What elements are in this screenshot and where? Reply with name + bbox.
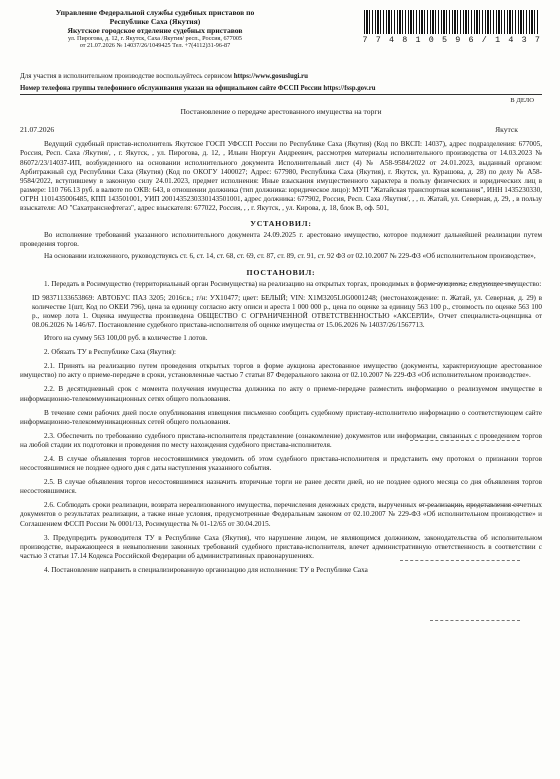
- item-2-2-notice: В течение семи рабочих дней после опубликования извещения письменно сообщить судебному приставу-исполнителю информацию о соответствующем сайте информационно-телекоммуникационных сетей общего пользования.: [20, 408, 542, 426]
- fssp-link[interactable]: https://fssp.gov.ru: [323, 85, 376, 92]
- item-2-6: 2.6. Соблюдать сроки реализации, возврата нереализованного имущества, перечисления денежных средств, вырученных от реализации, представления отчетных документов о результатах реализации, а также иные условия, предусмотренные Федеральным законом от 02.10.2007 № 229-ФЗ «Об исполнительном производстве» и Соглашением ФССП России № 0001/13, Росимущества № 01-12/65 от 30.04.2015.: [20, 501, 542, 528]
- total-line: Итого на сумму 563 100,00 руб. в количестве 1 лотов.: [44, 334, 208, 343]
- item-2-3: 2.3. Обеспечить по требованию судебного пристава-исполнителя представление (ознакомление) документов или информации, связанных с проведением торгов на любой стадии их подготовки и проведения по месту нахождения судебного пристава-исполнителя.: [20, 431, 542, 449]
- header-block: [20, 8, 309, 80]
- postanovil-heading: ПОСТАНОВИЛ:: [246, 267, 316, 277]
- item-2-1: 2.1. Принять на реализацию путем проведения открытых торгов в форме аукциона арестованное имущество (документы, характеризующие арестованное имущество) по акту о приеме-передаче в сроки, установленные частью 7 статьи 87 Федерального закона от 02.10.2007 № 229-ФЗ «Об исполнительном производстве».: [20, 362, 542, 380]
- scan-mark: [430, 283, 516, 284]
- item-3: 3. Предупредить руководителя ТУ в Республике Саха (Якутия), что нарушение лицом, не являющимся должником, законодательства об исполнительном производстве, выражающееся в невыполнении законных требований судебного пристава-исполнителя, влечет административную ответственность в соответствии с частью 3 статьи 17.14 Кодекса Российской Федерации об административных правонарушениях.: [20, 533, 542, 560]
- phone-info-text: Номер телефона группы телефонного обслуживания указан на официальном сайте ФССП России: [20, 85, 322, 92]
- ustanovil-text: Во исполнение требований указанного исполнительного документа 24.09.2025 г. арестовано имущество, которое подлежит дальнейшей реализации путем проведения торгов.: [20, 231, 542, 249]
- item-2-4: 2.4. В случае объявления торгов несостоявшимися уведомить об этом судебного пристава-исполнителя и представить ему протокол о признании торгов несостоявшимися не позднее одного дня с даты наступления указанного события.: [20, 455, 542, 473]
- phone-info-line: [20, 84, 542, 93]
- barcode-image: [364, 10, 540, 34]
- document-title: Постановление о передаче арестованного имущества на торги: [180, 107, 382, 117]
- ref-line: от 21.07.2026 № 14037/26/1049425 Тел. +7(4112)31-96-87: [79, 42, 231, 50]
- v-delo-stamp: В ДЕЛО: [510, 97, 534, 105]
- document-date: 21.07.2026: [20, 125, 55, 135]
- gosuslugi-text: Для участия в исполнительном производстве воспользуйтесь сервисом: [20, 72, 232, 80]
- scan-mark: [400, 560, 520, 561]
- scan-mark: [430, 620, 520, 621]
- scan-mark: [410, 440, 520, 441]
- scan-mark: [420, 505, 520, 506]
- letterhead: [20, 8, 542, 78]
- item-4: 4. Постановление направить в специализированную организацию для исполнения: ТУ в Республике Саха: [44, 565, 368, 574]
- document-city: Якутск: [495, 125, 518, 135]
- legal-basis: На основании изложенного, руководствуясь ст. 6, ст. 14, ст. 68, ст. 69, ст. 87, ст. 89, ст. 91, ст. 92 ФЗ от 02.10.2007 № 229-ФЗ «Об исполнительном производстве»,: [44, 252, 536, 261]
- org-name: Управление Федеральной службы судебных приставов по Республике Саха (Якутия): [55, 8, 255, 26]
- item-2-2: 2.2. В десятидневный срок с момента получения имущества должника по акту о приеме-передаче разместить информацию о реализуемом имуществе в информационно-телекоммуникационных сетях общего пользования.: [20, 385, 542, 403]
- item-2-5: 2.5. В случае объявления торгов несостоявшимися назначить вторичные торги не ранее десяти дней, но не позднее одного месяца со дня объявления торгов несостоявшимися.: [20, 478, 542, 496]
- date-line: [20, 125, 542, 134]
- intro-paragraph: Ведущий судебный пристав-исполнитель Якутское ГОСП УФССП России по Республике Саха (Якутия) (Код по ВКСП: 14037), адрес подразделения: 677005, Россия, Респ. Саха /Якутия/, , г. Якутск, , ул. Пирогова, д. 12, , Ильин Нюргун Андреевич, рассмотрев материалы исполнительного производства от 14.03.2023 № 86072/23/14037-ИП, возбужденного на основании исполнительного документа Исполнительный лист (4) № А58-9584/2022 от 24.01.2023, выданный органом: Арбитражный суд Республики Саха (Якутия) (Код по ОКОГУ 1400027; Адрес: 677980, Республика Саха (Якутия), г. Якутск, ул. Курашова, д. 28) по делу № А58-9584/2022, вступившему в законную силу 24.01.2023, предмет исполнения: Иные взыскания имущественного характера в пользу физических и юридических лиц в размере: 110 766.13 руб. в валюте по ОКВ: 643, в отношении должника (тип должника: юридическое лицо): МУП "Жатайская транспортная компания", ИНН 1435230330, ОГРН 1101435006485, КПП 143501001, УИП 2001435230330143501001, адрес должника: 677902, Россия, Респ. Саха /Якутия/, , , п. Жатай, ул. Северная, д. 29, , в пользу взыскателя: АО "Сахатранснефтегаз", адрес взыскателя: 677022, Россия, , , г. Якутск, , ул. Кирова, д. 18, блок В, оф. 501,: [20, 140, 542, 213]
- property-description: ID 98371133653869: АВТОБУС ПАЗ 3205; 2016г.в.; г/н: УХ10477; цвет: БЕЛЫЙ; VIN: X1M3205L0G0001248; (местонахождение: п. Жатай, ул. Северная, д. 29) в количестве 1(шт, Код по ОКЕИ 796), цена за единицу согласно акту описи и ареста 1 000 000 р., цена по оценке за единицу 563 100 р., стоимость по оценке 563 100 р., номер лота 1. Оценка имущества произведена ОБЩЕСТВО С ОГРАНИЧЕННОЙ ОТВЕТСТВЕННОСТЬЮ «АКСЕРЛИ», Отчет специалиста-оценщика от 08.06.2026 № 146/67. Постановление судебного пристава-исполнителя об оценке имущества от 15.06.2026 № 14037/26/1567713.: [32, 293, 542, 329]
- ustanovil-heading: УСТАНОВИЛ:: [250, 219, 312, 229]
- department-name: Якутское городское отделение судебных приставов: [67, 26, 243, 35]
- item-1: 1. Передать в Росимущество (территориальный орган Росимущества) на реализацию на открытых торгах, проводимых в форме аукциона, следующее имущество:: [44, 279, 542, 288]
- header-divider: [20, 94, 542, 95]
- item-2: 2. Обязать ТУ в Республике Саха (Якутия):: [44, 348, 177, 357]
- gosuslugi-link[interactable]: https://www.gosuslugi.ru: [233, 72, 309, 80]
- org-address: ул. Пирогова, д. 12, г. Якутск, Саха /Якутия/ респ., Россия, 677005: [67, 35, 243, 42]
- barcode-number: 7 7 4 8 1 0 5 9 6 / 1 4 3 7: [362, 35, 542, 45]
- gosuslugi-line: [20, 72, 490, 81]
